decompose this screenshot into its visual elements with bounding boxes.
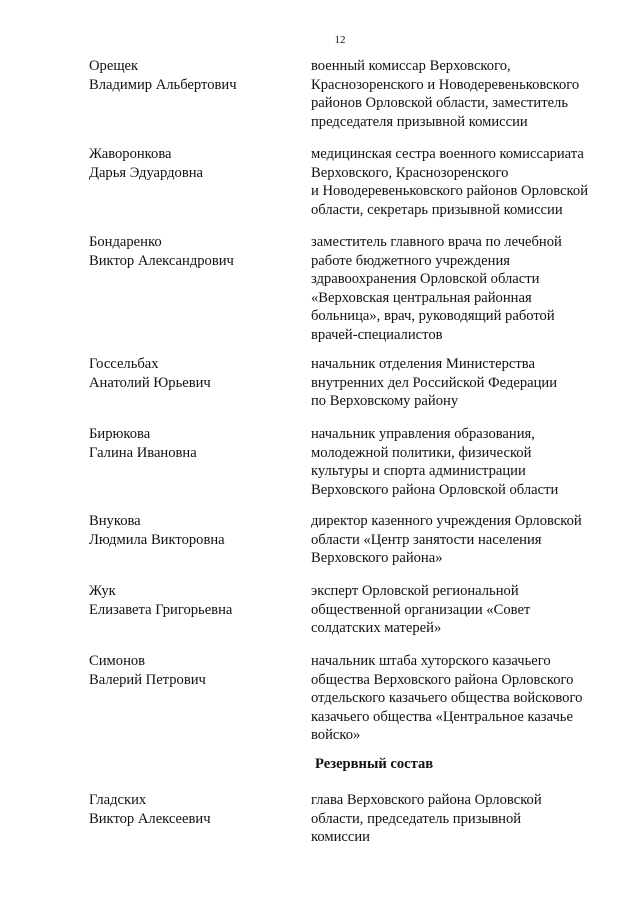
member-given-names: Валерий Петрович — [89, 671, 206, 688]
role-line: общественной организации «Совет — [311, 601, 531, 618]
role-line: казачьего общества «Центральное казачье — [311, 708, 573, 725]
member-given-names: Владимир Альбертович — [89, 76, 237, 93]
role-line: солдатских матерей» — [311, 620, 442, 637]
role-line: больница», врач, руководящий работой — [311, 308, 555, 325]
member-name — [89, 425, 289, 462]
member-role — [311, 145, 611, 219]
role-line: начальник штаба хуторского казачьего — [311, 653, 551, 669]
role-line: внутренних дел Российской Федерации — [311, 374, 558, 391]
reserve-section-heading: Резервный состав — [315, 756, 434, 772]
member-surname: Бирюкова — [89, 426, 151, 442]
member-surname: Бондаренко — [89, 234, 162, 250]
member-name — [89, 145, 289, 182]
role-line: Краснозоренского и Новодеревеньковского — [311, 76, 580, 93]
role-line: работе бюджетного учреждения — [311, 252, 510, 269]
role-line: области, председатель призывной — [311, 810, 522, 827]
role-line: врачей-специалистов — [311, 326, 443, 343]
member-surname: Жук — [89, 583, 116, 599]
page-number: 12 — [334, 34, 346, 46]
member-surname: Гладских — [89, 792, 147, 808]
role-line: культуры и спорта администрации — [311, 463, 526, 480]
member-name — [89, 652, 289, 689]
role-line: по Верховскому району — [311, 393, 459, 410]
role-line: отдельского казачьего общества войскового — [311, 690, 583, 707]
role-line: здравоохранения Орловской области — [311, 271, 540, 288]
role-line: Верховского района Орловской области — [311, 481, 559, 498]
member-name — [89, 233, 289, 270]
member-name — [89, 57, 289, 94]
member-role — [311, 652, 611, 745]
member-role — [311, 425, 611, 499]
role-line: заместитель главного врача по лечебной — [311, 234, 562, 250]
member-role — [311, 582, 611, 638]
role-line: Верховского, Краснозоренского — [311, 164, 509, 181]
member-given-names: Галина Ивановна — [89, 444, 197, 461]
member-given-names: Елизавета Григорьевна — [89, 601, 233, 618]
role-line: Верховского района» — [311, 550, 443, 567]
member-role — [311, 57, 611, 131]
member-role — [311, 791, 611, 847]
member-surname: Симонов — [89, 653, 146, 669]
member-surname: Жаворонкова — [89, 146, 172, 162]
member-given-names: Виктор Александрович — [89, 252, 234, 269]
role-line: комиссии — [311, 829, 370, 846]
member-given-names: Людмила Викторовна — [89, 531, 225, 548]
member-surname: Госсельбах — [89, 356, 159, 372]
member-role — [311, 512, 611, 568]
member-given-names: Дарья Эдуардовна — [89, 164, 204, 181]
role-line: общества Верховского района Орловского — [311, 671, 574, 688]
member-name — [89, 355, 289, 392]
member-surname: Внукова — [89, 513, 141, 529]
role-line: эксперт Орловской региональной — [311, 583, 519, 599]
member-surname: Орещек — [89, 58, 139, 74]
role-line: директор казенного учреждения Орловской — [311, 513, 582, 529]
role-line: области «Центр занятости населения — [311, 531, 542, 548]
member-given-names: Виктор Алексеевич — [89, 810, 211, 827]
role-line: начальник управления образования, — [311, 426, 535, 442]
member-given-names: Анатолий Юрьевич — [89, 374, 211, 391]
member-role — [311, 233, 611, 345]
role-line: и Новодеревеньковского районов Орловской — [311, 183, 589, 200]
member-name — [89, 582, 289, 619]
role-line: военный комиссар Верховского, — [311, 58, 511, 74]
role-line: медицинская сестра военного комиссариата — [311, 146, 584, 162]
role-line: области, секретарь призывной комиссии — [311, 201, 563, 218]
role-line: «Верховская центральная районная — [311, 289, 532, 306]
member-name — [89, 791, 289, 828]
role-line: начальник отделения Министерства — [311, 356, 535, 372]
role-line: молодежной политики, физической — [311, 444, 532, 461]
role-line: войско» — [311, 727, 361, 744]
member-role — [311, 355, 611, 411]
role-line: районов Орловской области, заместитель — [311, 95, 568, 112]
role-line: глава Верховского района Орловской — [311, 792, 542, 808]
role-line: председателя призывной комиссии — [311, 113, 528, 130]
member-name — [89, 512, 289, 549]
